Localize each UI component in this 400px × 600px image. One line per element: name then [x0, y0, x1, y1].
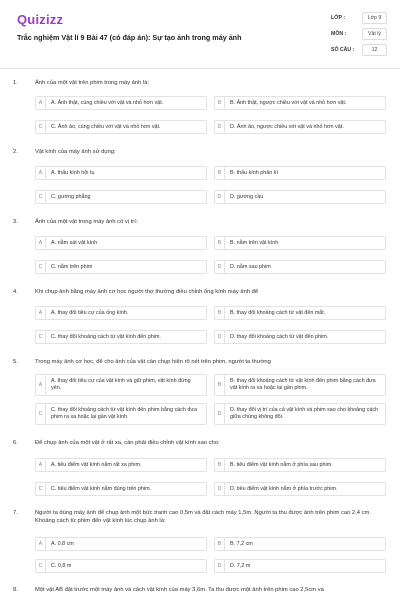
option-letter: C [36, 121, 46, 133]
option-letter: C [36, 191, 46, 203]
meta-value-field[interactable]: Lớp 9 [362, 12, 387, 24]
option-c[interactable] [35, 482, 207, 496]
question-text: Để chụp ảnh của một vật ở rất xa, cần phải điều chỉnh vật kính sao cho: [35, 440, 220, 446]
worksheet-title: Trắc nghiệm Vật lí 9 Bài 47 (có đáp án): Sự tạo ảnh trong máy ảnh [17, 33, 242, 42]
option-c[interactable] [35, 190, 207, 204]
question-text: Một vật AB đặt trước một máy ảnh và cách vật kính của máy 3,6m. Ta thu được một ảnh trên phim cao 2,5cm và [35, 587, 324, 593]
option-letter: B [215, 538, 225, 550]
option-text: B. 7,2 cm [230, 540, 253, 547]
question-text: Ảnh của một vật trong máy ảnh có vị trí: [35, 219, 138, 225]
option-letter: A [36, 237, 46, 249]
question-text: Trong máy ảnh cơ học, để cho ảnh của vật cần chụp hiện rõ nét trên phim, người ta thường [35, 359, 271, 365]
option-letter: B [215, 167, 225, 179]
option-b[interactable] [214, 458, 386, 472]
option-text: B. tiêu điểm vật kính nằm ở phía sau phim. [230, 461, 333, 468]
question-number: 2. [13, 149, 18, 155]
option-text: D. Ảnh ảo, ngược chiều với vật và nhỏ hơn vật. [230, 123, 344, 130]
meta-row-class [331, 12, 387, 28]
option-text: A. thay đổi tiêu cự của ống kính. [51, 309, 129, 316]
option-b[interactable] [214, 236, 386, 250]
option-a[interactable] [35, 166, 207, 180]
option-text: B. thấu kính phân kì [230, 169, 278, 176]
option-c[interactable] [35, 260, 207, 274]
option-letter: B [215, 237, 225, 249]
question-number: 7. [13, 510, 18, 516]
option-letter: D [215, 560, 225, 572]
option-text: D. nằm sau phim [230, 263, 271, 270]
option-letter: A [36, 97, 46, 109]
option-text: B. thay đổi khoảng cách từ vật đến mắt. [230, 309, 326, 316]
option-letter: A [36, 307, 46, 319]
option-text: C. 0,8 m [51, 562, 72, 569]
option-letter: D [215, 404, 225, 424]
question-text: Vật kính của máy ảnh sử dụng: [35, 149, 116, 155]
option-letter: B [215, 375, 225, 395]
option-text: D. 7,2 m [230, 562, 251, 569]
option-a[interactable] [35, 236, 207, 250]
option-letter: C [36, 331, 46, 343]
option-letter: C [36, 483, 46, 495]
option-text: D. thay đổi vị trí của cả vật kính và phim sao cho khoảng cách giữa chúng không đổi. [230, 407, 379, 420]
option-letter: D [215, 331, 225, 343]
question-number: 1. [13, 80, 18, 86]
option-text: A. 0,8 cm [51, 540, 74, 547]
option-c[interactable] [35, 559, 207, 573]
option-a[interactable] [35, 458, 207, 472]
option-letter: C [36, 404, 46, 424]
option-d[interactable] [214, 190, 386, 204]
meta-label: SỐ CÂU : [331, 47, 355, 53]
option-d[interactable] [214, 559, 386, 573]
option-letter: D [215, 191, 225, 203]
option-letter: A [36, 167, 46, 179]
option-d[interactable] [214, 260, 386, 274]
question-text: Ảnh của một vật trên phim trong máy ảnh là: [35, 80, 150, 86]
worksheet-header [0, 0, 400, 68]
option-a[interactable] [35, 374, 207, 396]
option-letter: C [36, 261, 46, 273]
option-text: C. tiêu điểm vật kính nằm đúng trên phim. [51, 485, 152, 492]
option-text: A. thay đổi tiêu cự của vật kính và giữ phim, vật kính đứng yên. [51, 378, 191, 391]
option-text: C. nằm trên phim [51, 263, 93, 270]
option-d[interactable] [214, 482, 386, 496]
option-letter: D [215, 261, 225, 273]
option-text: C. thay đổi khoảng cách từ vật kính đến phim. [51, 333, 161, 340]
option-text: A. Ảnh thật, cùng chiều với vật và nhỏ hơn vật. [51, 99, 164, 106]
question-number: 3. [13, 219, 18, 225]
option-c[interactable] [35, 330, 207, 344]
meta-row-count [331, 44, 387, 60]
question-number: 6. [13, 440, 18, 446]
option-text: B. thay đổi khoảng cách từ vật kính đến phim bằng cách đưa vật kính ra xa hoặc lại gần phim. [230, 378, 376, 391]
option-d[interactable] [214, 120, 386, 134]
meta-value-field[interactable]: 12 [362, 44, 387, 56]
option-text: D. gương cầu [230, 193, 264, 200]
option-letter: C [36, 560, 46, 572]
option-b[interactable] [214, 166, 386, 180]
option-letter: B [215, 97, 225, 109]
option-text: C. Ảnh ảo, cùng chiều với vật và nhỏ hơn vật. [51, 123, 161, 130]
option-text: D. thay đổi khoảng cách từ vật đến phim. [230, 333, 329, 340]
option-b[interactable] [214, 306, 386, 320]
option-text: D. tiêu điểm vật kính nằm ở phía trước phim. [230, 485, 338, 492]
option-a[interactable] [35, 96, 207, 110]
option-letter: A [36, 375, 46, 395]
option-letter: A [36, 459, 46, 471]
meta-label: LỚP : [331, 15, 346, 21]
option-text: B. nằm trên vật kính [230, 239, 279, 246]
header-divider [0, 68, 400, 69]
question-number: 5. [13, 359, 18, 365]
meta-panel [331, 12, 387, 60]
option-text: B. Ảnh thật, ngược chiều với vật và nhỏ hơn vật. [230, 99, 347, 106]
question-number: 8. [13, 587, 18, 593]
option-a[interactable] [35, 306, 207, 320]
meta-value-field[interactable]: Vật lý [362, 28, 387, 40]
option-d[interactable] [214, 330, 386, 344]
question-text: Khi chụp ảnh bằng máy ảnh cơ học người thợ thường điều chỉnh ống kính máy ảnh để [35, 289, 259, 295]
option-text: A. thấu kính hội tụ [51, 169, 95, 176]
meta-row-subject [331, 28, 387, 44]
option-letter: D [215, 121, 225, 133]
question-number: 4. [13, 289, 18, 295]
quizizz-logo: Quizizz [17, 12, 64, 27]
option-b[interactable] [214, 537, 386, 551]
option-c[interactable] [35, 403, 207, 425]
meta-label: MÔN : [331, 31, 347, 37]
option-text: A. nằm sát vật kính [51, 239, 98, 246]
option-a[interactable] [35, 537, 207, 551]
option-b[interactable] [214, 374, 386, 396]
option-c[interactable] [35, 120, 207, 134]
option-text: A. tiêu điểm vật kính nằm rất xa phim. [51, 461, 142, 468]
option-text: C. gương phẳng [51, 193, 91, 200]
option-letter: D [215, 483, 225, 495]
question-text: Người ta dùng máy ảnh để chụp ảnh một bức tranh cao 0,5m và đặt cách máy 1,5m. Người ta thu được ảnh trên phim cao 2,4 cm. Khoảng cách từ phim đến vật kính lúc chụp ảnh là: [35, 510, 371, 524]
option-text: C. thay đổi khoảng cách từ vật kính đến phim bằng cách đưa phim ra xa hoặc lại gần vật kính. [51, 407, 197, 420]
option-b[interactable] [214, 96, 386, 110]
option-letter: B [215, 307, 225, 319]
option-letter: A [36, 538, 46, 550]
option-letter: B [215, 459, 225, 471]
option-d[interactable] [214, 403, 386, 425]
